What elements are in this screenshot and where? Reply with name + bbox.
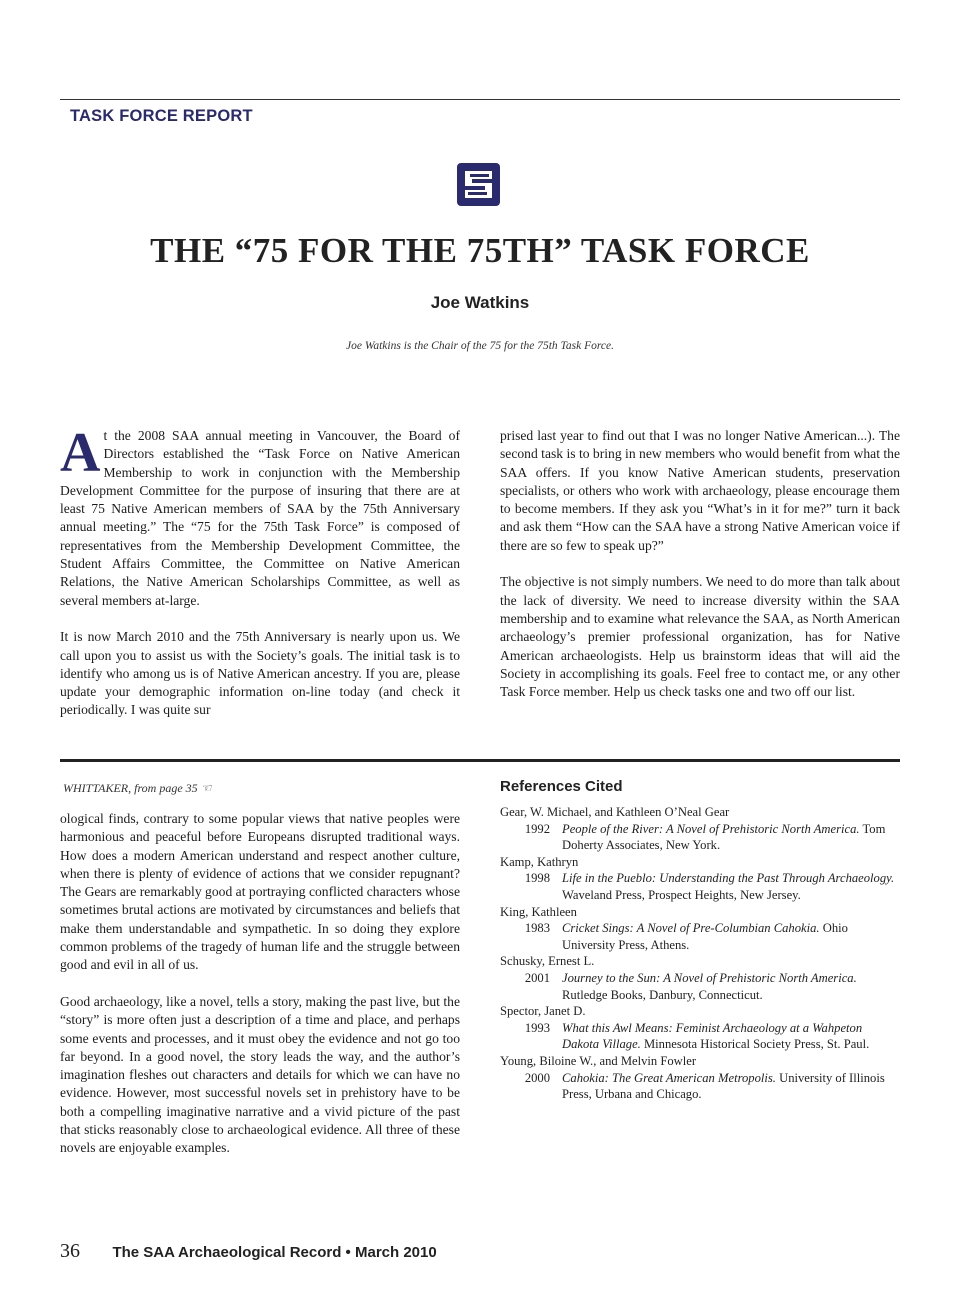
author-affiliation: Joe Watkins is the Chair of the 75 for the 75th Task Force.	[346, 340, 614, 352]
references-list	[500, 804, 900, 1103]
reference-entry	[500, 1020, 900, 1053]
reference-year: 1993	[524, 1020, 550, 1035]
article-column-left	[60, 422, 460, 720]
reference-publisher: Tom Doherty Associates, New York.	[562, 821, 886, 853]
pointing-hand-icon: ☜	[200, 781, 212, 795]
reference-publisher: Ohio University Press, Athens.	[562, 921, 848, 952]
references-heading: References Cited	[500, 778, 623, 795]
section-divider	[60, 759, 900, 762]
section-label: TASK FORCE REPORT	[70, 107, 253, 125]
reference-publisher: Minnesota Historical Society Press, St. Paul.	[640, 1037, 870, 1052]
reference-author: Young, Biloine W., and Melvin Fowler	[500, 1053, 697, 1068]
reference-title: People of the River: A Novel of Prehistoric North America.	[562, 821, 860, 836]
reference-publisher: University of Illinois Press, Urbana and Chicago.	[562, 1070, 885, 1102]
publication-name: The SAA Archaeological Record • March 2010	[112, 1244, 437, 1261]
reference-year: 2001	[524, 970, 550, 985]
reference-entry	[500, 1070, 900, 1103]
article-paragraph-1: At the 2008 SAA annual meeting in Vancouver, the Board of Directors established the “Task Force on Native American Membership to work in conjunction with the Membership Development Committee for the purpose of insuring that there are at least 75 Native American members of SAA by the 75th Anniversary annual meeting.” The “75 for the 75th Task Force” is composed of representatives from the Membership Development Committee, the Student Affairs Committee, the Committee on Native American Relations, the Native American Scholarships Committee, as well as several members at-large.	[60, 422, 460, 608]
reference-title: What this Awl Means: Feminist Archaeology at a Wahpeton Dakota Village.	[562, 1020, 863, 1052]
reference-author: Schusky, Ernest L.	[500, 954, 595, 969]
article-paragraph-3: The objective is not simply numbers. We need to do more than talk about the lack of diversity. We need to increase diversity within the SAA membership and to examine what relevance the SAA, as North American archaeology’s premier professional organization, has for Native American archaeologists. Help us brainstorm ideas that will aid the Society in accomplishing its goals. Feel free to contact me, or any other Task Force member. Help us check tasks one and two off our list.	[500, 574, 900, 700]
article-paragraph-2-cont: prised last year to find out that I was no longer Native American...). The second task is to bring in new members who would benefit from what the SAA offers. If you know Native American students, preservation specialists, or others who work with archaeology, please encourage them to become members. If they ask you “What’s in it for me?” turn it back and ask them “How can the SAA have a strong Native American voice if there are so few to speak up?”	[500, 428, 900, 553]
reference-author: Spector, Janet D.	[500, 1004, 586, 1019]
continuation-paragraph-1: ological finds, contrary to some popular views that native peoples were harmonious and peaceful before Europeans disrupted traditional ways. How does a modern American understand and respect another culture, when there is plenty of evidence of actions that we consider repugnant? The Gears are remarkably good at portraying conflicted characters whose sometimes brutal actions are motivated by circumstances and beliefs that make them understandable and sympathetic. In so doing they explore common problems of the tragedy of human life and the struggle between good and evil in all of us.	[60, 811, 460, 973]
reference-entry	[500, 821, 900, 854]
continuation-paragraph-2: Good archaeology, like a novel, tells a story, making the past live, but the “story” is more often just a description of a time and place, and perhaps some events and processes, and it must obey the evidence and not go too far beyond. In a good novel, the story leads the way, and the author’s imagination fleshes out characters and details for which we can have no evidence. However, most successful novels set in prehistory have to be both a compelling imaginative narrative and a vivid picture of the past that sticks reasonably close to archaeological evidence. All three of these novels are enjoyable examples.	[60, 993, 460, 1156]
article-paragraph-2: It is now March 2010 and the 75th Anniversary is nearly upon us. We call upon you to assist us with the Society’s goals. The initial task is to identify who among us is of Native American ancestry. If you are, please update your demographic information on-line today (and check it periodically. I was quite sur	[60, 629, 460, 718]
reference-publisher: Waveland Press, Prospect Heights, New Jersey.	[562, 887, 801, 902]
article-author: Joe Watkins	[430, 293, 530, 312]
page-number: 36	[60, 1240, 80, 1262]
reference-title: Life in the Pueblo: Understanding the Past Through Archaeology.	[562, 871, 895, 886]
reference-year: 1983	[524, 921, 550, 936]
article-title: THE “75 FOR THE 75TH” TASK FORCE	[150, 231, 810, 270]
continuation-column	[60, 810, 460, 1158]
article-column-right	[500, 427, 900, 701]
page-footer	[60, 1240, 437, 1263]
reference-entry	[500, 920, 900, 953]
drop-cap: A	[60, 422, 101, 484]
reference-publisher: Rutledge Books, Danbury, Connecticut.	[562, 987, 763, 1002]
reference-year: 1992	[524, 821, 550, 836]
reference-title: Cricket Sings: A Novel of Pre-Columbian Cahokia.	[562, 921, 820, 936]
reference-title: Journey to the Sun: A Novel of Prehistoric North America.	[562, 970, 857, 985]
reference-author: Kamp, Kathryn	[500, 854, 579, 869]
top-rule	[60, 99, 900, 100]
reference-author: King, Kathleen	[500, 904, 577, 919]
reference-year: 2000	[524, 1070, 550, 1085]
reference-year: 1998	[524, 871, 550, 886]
reference-entry	[500, 970, 900, 1003]
reference-author: Gear, W. Michael, and Kathleen O’Neal Gear	[500, 805, 730, 819]
reference-entry	[500, 870, 900, 903]
saa-logo-icon	[456, 162, 501, 207]
reference-title: Cahokia: The Great American Metropolis.	[562, 1070, 776, 1085]
continued-from-label: WHITTAKER, from page 35 ☜	[63, 781, 212, 795]
